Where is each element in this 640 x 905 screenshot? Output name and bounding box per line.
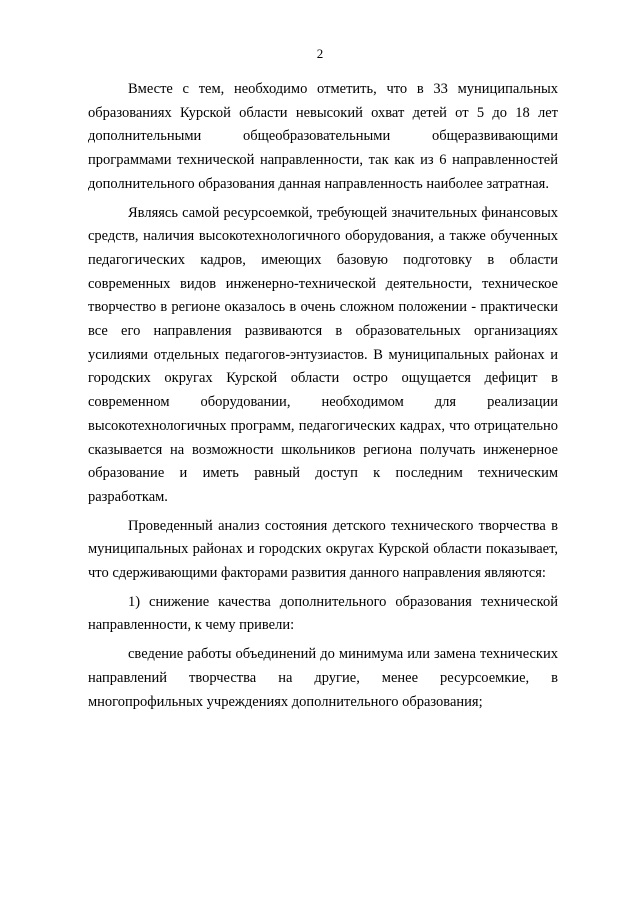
- paragraph: Проведенный анализ состояния детского технического творчества в муниципальных районах и городских округах Курской области показывает, что сдерживающими факторами развития данного направления являются:: [88, 517, 558, 582]
- paragraph: Вместе с тем, необходимо отметить, что в 33 муниципальных образованиях Курской области невысокий охват детей от 5 до 18 лет дополнительными общеобразовательными общеразвивающими программами технической направленности, так как из 6 направленностей дополнительного образования данная направленность наиболее затратная.: [88, 81, 558, 192]
- document-body: [88, 78, 558, 719]
- paragraph: Являясь самой ресурсоемкой, требующей значительных финансовых средств, наличия высокотехнологичного оборудования, а также обученных педагогических кадров, имеющих базовую подготовку в области современных видов инженерно-технической деятельности, техническое творчество в регионе оказалось в очень сложном положении - практически все его направления развиваются в образовательных организациях усилиями отдельных педагогов-энтузиастов. В муниципальных районах и городских округах Курской области остро ощущается дефицит в современном оборудовании, необходимом для реализации высокотехнологичных программ, педагогических кадрах, что отрицательно сказывается на возможности школьников региона получать инженерное образование и иметь равный доступ к последним техническим разработкам.: [88, 204, 558, 505]
- paragraph: сведение работы объединений до минимума или замена технических направлений творчества на другие, менее ресурсоемкие, в многопрофильных учреждениях дополнительного образования;: [88, 646, 558, 710]
- paragraph: 1) снижение качества дополнительного образования технической направленности, к чему привели:: [88, 593, 558, 634]
- page-number: 2: [316, 46, 324, 61]
